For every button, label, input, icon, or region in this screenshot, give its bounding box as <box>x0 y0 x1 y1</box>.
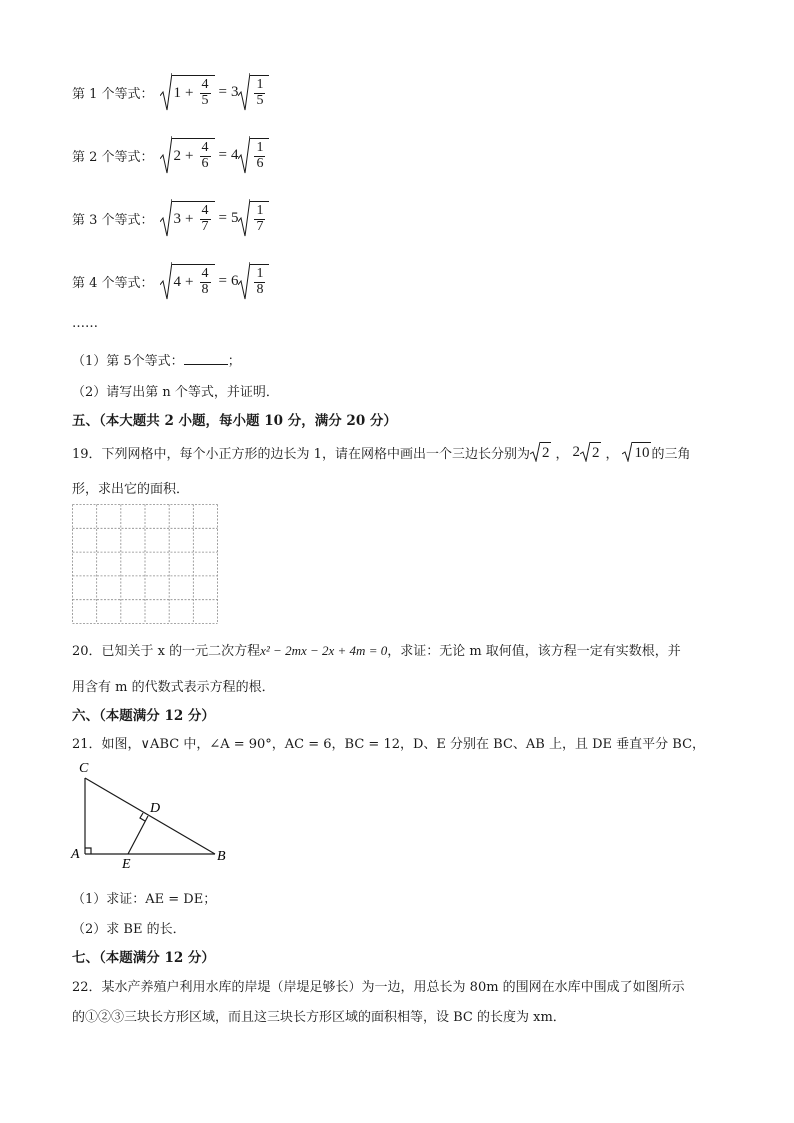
equation-3 <box>72 196 269 240</box>
equation-expression: 2 + $\frac{4}{6}$ = 4 $\frac{1}{6}$ <box>160 136 270 174</box>
q21-part2: （2）求 BE 的长． <box>72 922 186 937</box>
equation-label: 第 4 个等式： <box>72 275 154 291</box>
label-B: B <box>217 849 226 864</box>
square-grid[interactable] <box>72 504 218 624</box>
quadratic-equation: x² − 2mx − 2x + 4m = 0 <box>260 643 388 658</box>
ellipsis: …… <box>72 316 98 331</box>
equation-expression: 4 + $\frac{4}{8}$ = 6 $\frac{1}{8}$ <box>160 262 270 300</box>
sqrt-10: 10 <box>622 442 651 462</box>
two-sqrt-2: 2 2 <box>572 443 600 461</box>
q20-line2: 用含有 m 的代数式表示方程的根． <box>72 680 275 695</box>
q20-line1: 20．已知关于 x 的一元二次方程x² − 2mx − 2x + 4m = 0，求证：无论 m 取何值，该方程一定有实数根，并 <box>72 643 681 659</box>
label-E: E <box>122 857 131 870</box>
equation-1 <box>72 70 269 114</box>
equation-expression: 3 + $\frac{4}{7}$ = 5 $\frac{1}{7}$ <box>160 199 270 237</box>
section-heading-5: 五、（本大题共 2 小题，每小题 10 分，满分 20 分） <box>72 413 397 429</box>
label-C: C <box>79 761 89 776</box>
label-D: D <box>150 801 161 816</box>
q21-part1: （1）求证：AE = DE； <box>72 892 217 907</box>
sqrt-2: 2 <box>530 442 552 462</box>
q19-line1: 19．下列网格中，每个小正方形的边长为 1，请在网格中画出一个三边长分别为 2 ， 2 2 ， 10 的三角 <box>72 443 691 462</box>
equation-2 <box>72 133 269 177</box>
q18-part2: （2）请写出第 n 个等式，并证明． <box>72 385 279 400</box>
equation-label: 第 1 个等式： <box>72 86 154 102</box>
q18-part1: （1）第 5个等式： ； <box>72 354 241 369</box>
section-heading-6: 六、（本题满分 12 分） <box>72 708 215 724</box>
q19-line2: 形，求出它的面积． <box>72 482 190 497</box>
equation-label: 第 2 个等式： <box>72 149 154 165</box>
triangle-figure <box>70 760 240 870</box>
q22-line2: 的①②③三块长方形区域，而且这三块长方形区域的面积相等，设 BC 的长度为 xm． <box>72 1010 566 1025</box>
equation-expression: 1 + $\frac{4}{5}$ = 3 $\frac{1}{5}$ <box>160 73 270 111</box>
answer-blank[interactable] <box>184 352 228 365</box>
section-heading-7: 七、（本题满分 12 分） <box>72 950 215 966</box>
q21-line1: 21．如图，∨ABC 中，∠A = 90°，AC = 6，BC = 12，D、E 分别在 BC、AB 上，且 DE 垂直平分 BC， <box>72 737 706 752</box>
equation-4 <box>72 259 269 303</box>
q22-line1: 22．某水产养殖户利用水库的岸堤（岸堤足够长）为一边，用总长为 80m 的围网在水库中围成了如图所示 <box>72 980 685 995</box>
label-A: A <box>71 847 80 862</box>
equation-label: 第 3 个等式： <box>72 212 154 228</box>
